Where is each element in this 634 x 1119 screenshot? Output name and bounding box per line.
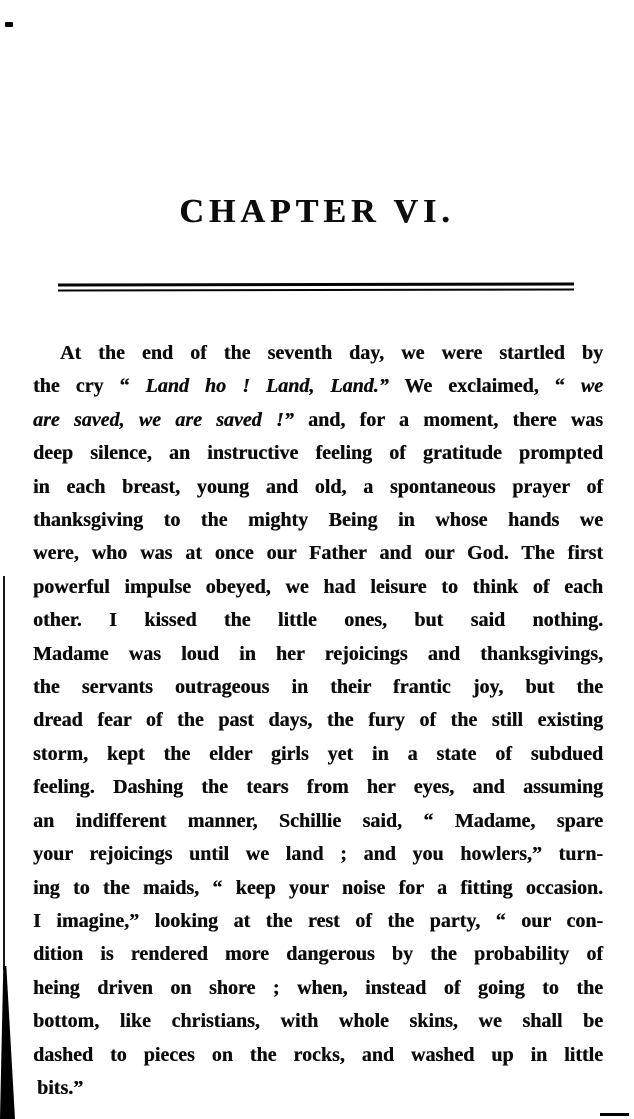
text-run: in each breast, young and old, a spontaneous prayer of bbox=[33, 475, 603, 498]
text-run: We exclaimed, “ bbox=[388, 375, 581, 398]
text-line bbox=[33, 738, 603, 771]
text-run: were, who was at once our Father and our God. The first bbox=[33, 542, 603, 565]
text-run: deep silence, an instructive feeling of gratitude prompted bbox=[33, 442, 603, 465]
text-run: the servants outrageous in their frantic joy, but the bbox=[33, 676, 603, 699]
italic-text-run: Land ho ! Land, Land.” bbox=[145, 375, 389, 398]
text-line bbox=[33, 671, 603, 704]
text-line bbox=[33, 638, 603, 671]
text-run: feeling. Dashing the tears from her eyes, and assuming bbox=[33, 776, 603, 799]
text-line bbox=[33, 872, 603, 905]
text-run: ing to the maids, “ keep your noise for a fitting occasion. bbox=[33, 876, 603, 899]
text-run: powerful impulse obeyed, we had leisure to think of each bbox=[33, 575, 603, 598]
text-line bbox=[33, 1072, 603, 1105]
text-line bbox=[33, 471, 603, 504]
text-run: your rejoicings until we land ; and you howlers,” turn- bbox=[33, 843, 603, 866]
text-run: bottom, like christians, with whole skins, we shall be bbox=[33, 1010, 603, 1033]
text-run: I imagine,” looking at the rest of the party, “ our con- bbox=[33, 909, 603, 932]
scan-edge-line bbox=[3, 576, 5, 970]
text-line bbox=[33, 905, 603, 938]
double-rule-divider bbox=[58, 282, 574, 291]
text-line bbox=[33, 771, 603, 804]
text-run: Madame was loud in her rejoicings and thanksgivings, bbox=[33, 642, 603, 665]
text-run: and, for a moment, there was bbox=[293, 408, 603, 431]
text-line bbox=[33, 972, 603, 1005]
scan-mark bbox=[600, 1113, 629, 1116]
text-line bbox=[33, 437, 603, 470]
text-run: thanksgiving to the mighty Being in whose hands we bbox=[33, 509, 603, 532]
text-run: storm, kept the elder girls yet in a state of subdued bbox=[33, 742, 603, 765]
text-run: At the end of the seventh day, we were startled by bbox=[60, 342, 603, 364]
text-run: heing driven on shore ; when, instead of going to the bbox=[33, 976, 603, 999]
text-line bbox=[33, 838, 603, 871]
text-line bbox=[33, 604, 603, 637]
text-line bbox=[33, 704, 603, 737]
text-run: dition is rendered more dangerous by the probability of bbox=[33, 943, 603, 966]
text-line bbox=[33, 1005, 603, 1038]
text-line bbox=[33, 1039, 603, 1072]
text-line bbox=[33, 404, 603, 437]
scan-edge-shadow bbox=[0, 966, 15, 1119]
italic-text-run: we bbox=[580, 375, 603, 398]
text-run: other. I kissed the little ones, but said nothing. bbox=[33, 609, 603, 632]
text-line bbox=[33, 370, 603, 403]
scan-speck bbox=[5, 22, 13, 27]
text-run: the cry “ bbox=[33, 375, 146, 398]
text-line bbox=[33, 337, 603, 370]
chapter-heading: CHAPTER VI. bbox=[179, 193, 455, 230]
text-line bbox=[33, 938, 603, 971]
text-run: an indifferent manner, Schillie said, “ Madame, spare bbox=[33, 809, 603, 832]
body-text bbox=[33, 337, 603, 1105]
text-line bbox=[33, 571, 603, 604]
text-run: dread fear of the past days, the fury of the still existing bbox=[33, 709, 603, 732]
text-line bbox=[33, 805, 603, 838]
italic-text-run: are saved, we are saved !” bbox=[33, 408, 294, 431]
text-run: bits.” bbox=[37, 1076, 84, 1099]
text-run: dashed to pieces on the rocks, and washed up in little bbox=[33, 1043, 603, 1066]
text-line bbox=[33, 504, 603, 537]
text-line bbox=[33, 537, 603, 570]
